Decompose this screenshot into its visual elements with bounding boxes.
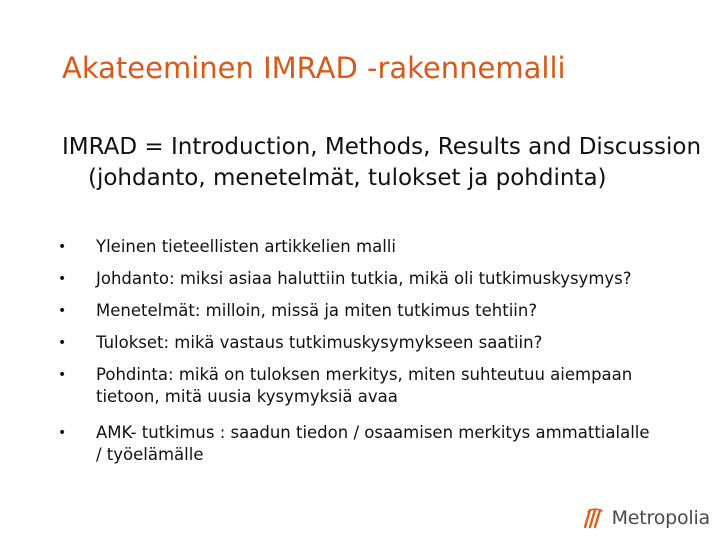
bullet-item xyxy=(58,268,658,290)
bullet-text: Tulokset: mikä vastaus tutkimuskysymykseen saatiin? xyxy=(96,333,543,352)
bullet-item xyxy=(58,332,658,354)
bullet-item xyxy=(58,422,658,466)
bullet-icon: • xyxy=(58,239,67,255)
bullet-text: AMK- tutkimus : saadun tiedon / osaamisen merkitys ammattialalle / työelämälle xyxy=(96,423,650,464)
bullet-icon: • xyxy=(58,271,67,287)
bullet-item xyxy=(58,364,658,408)
bullet-item xyxy=(58,236,658,258)
bullet-icon: • xyxy=(58,335,67,351)
bullet-icon: • xyxy=(58,367,67,383)
bullet-icon: • xyxy=(58,303,67,319)
metropolia-logo-icon xyxy=(582,506,606,530)
intro-paragraph: IMRAD = Introduction, Methods, Results and Discussion (johdanto, menetelmät, tulokset ja pohdinta) xyxy=(62,134,702,191)
bullet-item xyxy=(58,300,658,322)
bullet-text: Yleinen tieteellisten artikkelien malli xyxy=(96,237,396,256)
bullet-text: Pohdinta: mikä on tuloksen merkitys, miten suhteutuu aiempaan tietoon, mitä uusia kysymyksiä avaa xyxy=(96,365,633,406)
bullet-text: Johdanto: miksi asiaa haluttiin tutkia, mikä oli tutkimuskysymys? xyxy=(96,269,632,288)
metropolia-logo xyxy=(582,506,710,530)
bullet-icon: • xyxy=(58,425,67,441)
logo-text: Metropolia xyxy=(611,507,710,529)
bullet-text: Menetelmät: milloin, missä ja miten tutkimus tehtiin? xyxy=(96,301,538,320)
bullet-list xyxy=(58,236,658,476)
slide-title: Akateeminen IMRAD -rakennemalli xyxy=(62,51,566,85)
